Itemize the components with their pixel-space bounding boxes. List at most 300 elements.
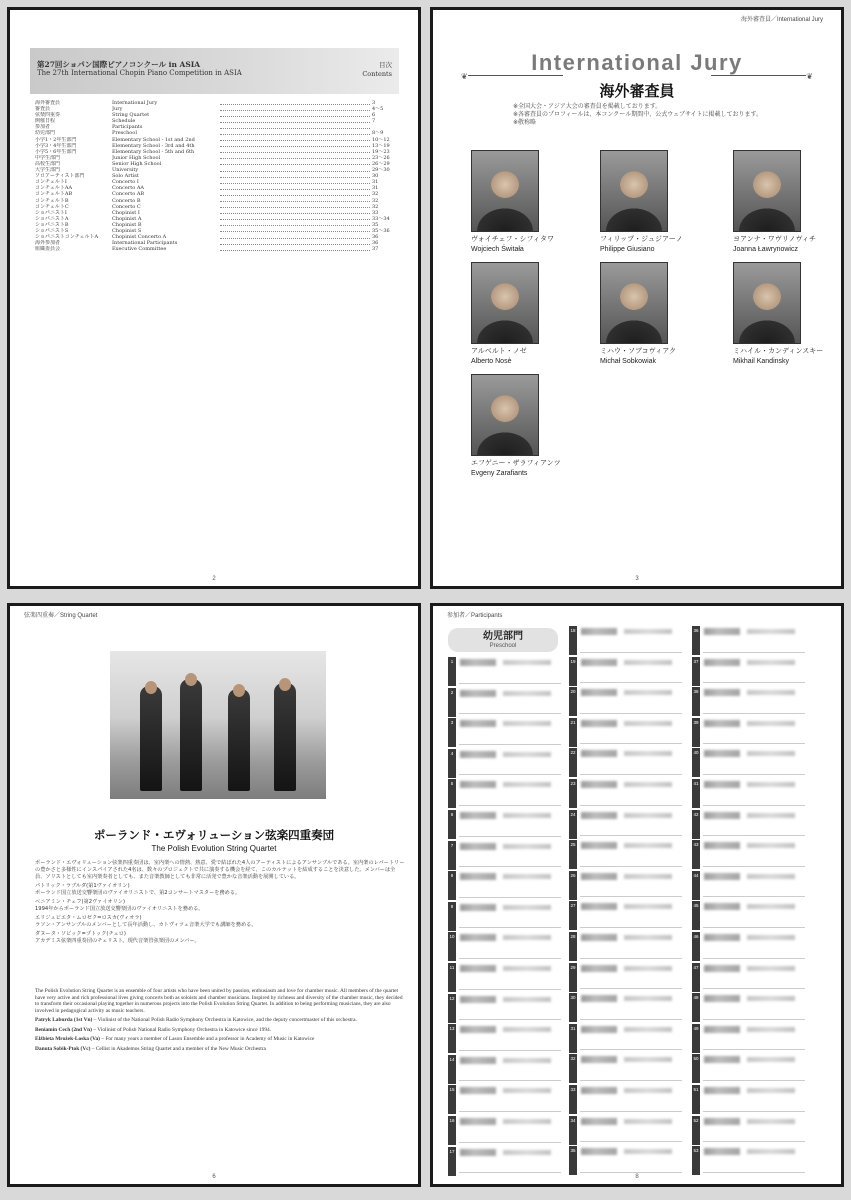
juror-card (600, 262, 720, 365)
participant-number: 51 (692, 1085, 700, 1114)
row-divider (703, 774, 805, 775)
juror-photo (733, 150, 801, 232)
juror-photo (600, 262, 668, 344)
member-desc: ポーランド国立放送交響楽団のヴァイオリニストで、第2コンサートマスターを務める。 (35, 890, 241, 896)
participant-name-blurred (704, 1087, 740, 1094)
participant-number: 20 (569, 687, 577, 716)
quartet-title-jp: ポーランド・エヴォリューション弦楽四重奏団 (93, 828, 335, 842)
participant-number: 25 (569, 840, 577, 869)
toc-section-jp: 弦楽四重奏 (35, 112, 61, 119)
toc-page-number: 7 (371, 118, 401, 124)
toc-page-number: 33 (371, 210, 401, 216)
participant-row (448, 1054, 563, 1085)
row-divider (703, 1111, 805, 1112)
toc-page-number: 33～34 (371, 216, 401, 222)
ornament-flourish-icon: ❦ (461, 72, 468, 81)
participant-romaji-blurred (503, 935, 551, 940)
participant-row (569, 900, 684, 931)
row-divider (580, 652, 682, 653)
toc-section-jp: 審査員 (35, 106, 51, 113)
body-paragraph: ポーランド・エヴォリューション弦楽四重奏団は、室内楽への情熱、熱意、愛で結ばれた4人のアーティストによるアンサンブルである。室内楽のレパートリーの豊かさと多様性にインスパイアされた4名は、数々のプロジェクトで共に演奏する機会を経て、このカルテットを結成することを決意した。メンバーは全員、ソリストとしても室内楽奏者としても、また音楽教師としても非常に活発で豊かな音楽活動を展開している。 (35, 860, 405, 880)
participant-row (448, 993, 563, 1024)
participant-romaji-blurred (503, 1150, 551, 1155)
toc-leader-dots (220, 177, 370, 178)
participant-row (692, 962, 807, 993)
participant-name-blurred (581, 1148, 617, 1155)
participant-romaji-blurred (503, 1058, 551, 1063)
participant-row (448, 931, 563, 962)
participant-romaji-blurred (503, 905, 551, 910)
juror-card (471, 374, 591, 477)
participant-name-blurred (704, 659, 740, 666)
member-heading: パトリック・ラブルダ(第1ヴァイオリン) (35, 883, 130, 889)
toc-page-number: 35～36 (371, 228, 401, 234)
participant-row (448, 870, 563, 901)
participant-romaji-blurred (503, 813, 551, 818)
participant-number: 33 (569, 1085, 577, 1114)
running-head: 弦楽四重奏／String Quartet (24, 613, 98, 619)
category-tab (448, 628, 558, 652)
toc-section-jp: コンチェルトB (35, 197, 69, 204)
row-divider (703, 682, 805, 683)
participant-name-blurred (460, 843, 496, 850)
toc-page-number: 23～26 (371, 155, 401, 161)
contents-list (35, 100, 390, 253)
participant-number: 1 (448, 657, 456, 686)
participant-row (692, 1145, 807, 1176)
participant-romaji-blurred (624, 843, 672, 848)
juror-name-en: Mikhail Kandinsky (733, 358, 790, 365)
member-desc-en: – Cellist in Akademos String Quartet and a member of the New Music Orchestra (90, 1045, 266, 1052)
participant-number: 12 (448, 994, 456, 1023)
running-head: 海外審査員／International Jury (740, 17, 823, 23)
participant-row (569, 1084, 684, 1115)
participant-romaji-blurred (503, 782, 551, 787)
member-name-en: Beniamin Cech (2nd Vn) (35, 1026, 92, 1033)
jury-notes (513, 103, 762, 127)
row-divider (459, 744, 561, 745)
juror-name-jp: ヴォイチェフ・シフィタワ (471, 235, 554, 243)
participant-row (448, 1115, 563, 1146)
toc-page-number: 10～12 (371, 137, 401, 143)
musician-head (145, 681, 157, 694)
participant-row (448, 1084, 563, 1115)
row-divider (459, 805, 561, 806)
member-desc-en: – Violinist of the National Polish Radio Symphony Orchestra in Katowice, and the deputy concertmaster of this orchestra. (92, 1017, 357, 1023)
row-divider (703, 927, 805, 928)
member-en (35, 1036, 405, 1043)
participant-name-blurred (704, 1118, 740, 1125)
participant-name-blurred (460, 1149, 496, 1156)
participant-number: 10 (448, 932, 456, 961)
toc-section-jp: ショパニストコンチェルトA (35, 234, 99, 241)
toc-section-en: International Participants (112, 240, 178, 247)
participant-name-blurred (704, 934, 740, 941)
competition-title-en: The 27th International Chopin Piano Competition in ASIA (37, 69, 242, 77)
participant-romaji-blurred (503, 660, 551, 665)
participant-romaji-blurred (624, 996, 672, 1001)
contents-label-en: Contents (362, 70, 392, 78)
toc-row (35, 246, 379, 253)
row-divider (580, 988, 682, 989)
participant-number: 8 (448, 871, 456, 900)
participant-romaji-blurred (624, 966, 672, 971)
participant-name-blurred (460, 904, 496, 911)
toc-section-en: String Quartet (112, 112, 150, 119)
participant-number: 32 (569, 1054, 577, 1083)
participant-number: 9 (448, 902, 456, 931)
toc-section-en: Chopinist B (112, 221, 142, 228)
juror-name-en: Evgeny Zarafiants (471, 470, 528, 477)
member-desc-en: – Violinist of Polish National Radio Symphony Orchestra in Katowice since 1994. (91, 1026, 272, 1033)
participant-name-blurred (581, 628, 617, 635)
participant-romaji-blurred (503, 997, 551, 1002)
toc-leader-dots (220, 146, 370, 147)
toc-section-en: Chopinist Concerto A (112, 234, 167, 241)
participant-name-blurred (460, 934, 496, 941)
participant-row (692, 717, 807, 748)
row-divider (703, 958, 805, 959)
toc-leader-dots (220, 140, 370, 141)
toc-page-number: 32 (371, 198, 401, 204)
participant-name-blurred (581, 965, 617, 972)
participant-row (692, 809, 807, 840)
toc-section-en: Chopinist A (112, 215, 142, 222)
juror-card (471, 150, 591, 253)
category-title-en: Preschool (489, 643, 517, 649)
participant-row (569, 1145, 684, 1176)
row-divider (580, 835, 682, 836)
musician-head (185, 673, 197, 686)
participant-number: 41 (692, 779, 700, 808)
toc-page-number: 32 (371, 204, 401, 210)
toc-section-en: Solo Artist (112, 173, 139, 180)
ornament-flourish-icon: ❦ (806, 72, 813, 81)
participant-number: 37 (692, 657, 700, 686)
participant-romaji-blurred (503, 874, 551, 879)
participant-romaji-blurred (503, 1027, 551, 1032)
participant-row (569, 1115, 684, 1146)
participant-name-blurred (581, 903, 617, 910)
participant-romaji-blurred (747, 690, 795, 695)
participant-name-blurred (581, 873, 617, 880)
juror-name-jp: アルベルト・ノゼ (471, 347, 527, 355)
toc-section-jp: コンチェルトC (35, 203, 69, 210)
participant-name-blurred (460, 1087, 496, 1094)
toc-section-en: Chopinist I (112, 209, 140, 216)
page-number: 3 (635, 576, 639, 582)
row-divider (459, 1080, 561, 1081)
participant-row (692, 870, 807, 901)
toc-page-number: 32 (371, 191, 401, 197)
participant-number: 2 (448, 688, 456, 717)
row-divider (580, 1019, 682, 1020)
toc-section-jp: ショパニストS (35, 227, 69, 234)
participant-number: 3 (448, 718, 456, 747)
participant-row (569, 747, 684, 778)
toc-leader-dots (220, 213, 370, 214)
participant-row (569, 962, 684, 993)
jury-note: ※全国大会・アジア大会の審査員を掲載しております。 (513, 103, 662, 110)
participant-number: 30 (569, 993, 577, 1022)
row-divider (703, 652, 805, 653)
participant-romaji-blurred (624, 1119, 672, 1124)
toc-section-jp: 小学3・4年生部門 (35, 142, 77, 149)
toc-section-en: Executive Committee (112, 246, 167, 253)
participant-row (692, 625, 807, 656)
participant-romaji-blurred (503, 721, 551, 726)
juror-card (600, 150, 720, 253)
member-name-en: Patryk Laburda (1st Vn) (35, 1017, 93, 1023)
toc-section-en: Elementary School - 5th and 6th (112, 148, 195, 155)
participant-name-blurred (460, 1118, 496, 1125)
participant-romaji-blurred (624, 629, 672, 634)
participant-number: 48 (692, 993, 700, 1022)
participant-romaji-blurred (747, 629, 795, 634)
quartet-title-en: The Polish Evolution String Quartet (151, 844, 277, 853)
row-divider (703, 713, 805, 714)
participant-row (448, 748, 563, 779)
participant-row (569, 717, 684, 748)
participant-row (448, 687, 563, 718)
musician-figure (228, 689, 250, 791)
participant-name-blurred (460, 781, 496, 788)
musician-figure (180, 679, 202, 791)
toc-section-en: Concerto B (112, 197, 141, 204)
participant-number: 26 (569, 871, 577, 900)
participant-row (692, 686, 807, 717)
page-number: 8 (635, 1174, 639, 1180)
participant-romaji-blurred (624, 1027, 672, 1032)
participant-romaji-blurred (624, 721, 672, 726)
participant-row (569, 686, 684, 717)
participant-name-blurred (460, 812, 496, 819)
toc-leader-dots (220, 244, 370, 245)
participant-row (692, 778, 807, 809)
contents-label (362, 61, 392, 79)
participant-romaji-blurred (503, 966, 551, 971)
musician-figure (140, 686, 162, 791)
participant-number: 27 (569, 901, 577, 930)
toc-section-jp: 中学生部門 (35, 154, 61, 161)
participant-row (692, 839, 807, 870)
participant-name-blurred (460, 965, 496, 972)
row-divider (580, 1111, 682, 1112)
member-en (35, 1046, 405, 1053)
participant-romaji-blurred (624, 935, 672, 940)
row-divider (459, 989, 561, 990)
juror-name-en: Philippe Giusiano (600, 246, 655, 253)
member-en (35, 1027, 405, 1034)
toc-section-jp: 高校生部門 (35, 160, 61, 167)
toc-leader-dots (220, 128, 370, 129)
participant-name-blurred (704, 720, 740, 727)
participant-romaji-blurred (747, 874, 795, 879)
participant-number: 4 (448, 749, 456, 778)
participant-name-blurred (704, 965, 740, 972)
juror-name-jp: ミハイル・カンディンスキー (733, 347, 824, 355)
participant-romaji-blurred (624, 660, 672, 665)
participant-number: 45 (692, 901, 700, 930)
juror-card (733, 262, 844, 365)
toc-page-number: 36 (371, 234, 401, 240)
row-divider (459, 1050, 561, 1051)
row-divider (703, 1049, 805, 1050)
toc-page-number: 19～23 (371, 149, 401, 155)
toc-leader-dots (220, 152, 370, 153)
juror-name-en: Alberto Nosè (471, 358, 512, 365)
participant-name-blurred (460, 720, 496, 727)
toc-section-jp: 海外参加者 (35, 240, 61, 247)
participant-romaji-blurred (747, 751, 795, 756)
musician-figure (274, 683, 296, 791)
juror-photo (471, 150, 539, 232)
row-divider (459, 836, 561, 837)
row-divider (459, 866, 561, 867)
toc-section-en: Schedule (112, 118, 136, 125)
quartet-body-jp (35, 860, 405, 947)
toc-section-jp: ショパニストI (35, 209, 67, 216)
toc-section-jp: 海外審査員 (35, 100, 61, 106)
participant-number: 19 (569, 657, 577, 686)
participant-name-blurred (581, 720, 617, 727)
toc-section-en: Elementary School - 1st and 2nd (112, 136, 195, 143)
toc-leader-dots (220, 207, 370, 208)
participant-row (692, 747, 807, 778)
toc-section-en: Participants (112, 124, 143, 131)
participant-number: 6 (448, 810, 456, 839)
juror-name-jp: フィリップ・ジュジアーノ (600, 235, 683, 243)
participant-romaji-blurred (747, 996, 795, 1001)
participant-romaji-blurred (747, 1088, 795, 1093)
page-participants (430, 603, 844, 1187)
toc-leader-dots (220, 171, 370, 172)
participant-number: 42 (692, 810, 700, 839)
participant-romaji-blurred (747, 904, 795, 909)
participant-name-blurred (704, 750, 740, 757)
toc-section-en: University (112, 167, 139, 174)
participant-romaji-blurred (747, 1149, 795, 1154)
participant-name-blurred (581, 812, 617, 819)
participant-name-blurred (581, 750, 617, 757)
member-name-en: Danuta Sobik-Ptok (Vc) (35, 1045, 91, 1052)
participant-number: 23 (569, 779, 577, 808)
toc-section-jp: 組織委員会 (35, 246, 61, 253)
toc-page-number: 6 (371, 112, 401, 118)
page-string-quartet (7, 603, 421, 1187)
toc-page-number: 31 (371, 179, 401, 185)
toc-section-en: Concerto I (112, 179, 139, 186)
row-divider (580, 805, 682, 806)
participant-romaji-blurred (624, 751, 672, 756)
participant-romaji-blurred (624, 813, 672, 818)
participant-row (448, 1023, 563, 1054)
toc-page-number: 29～30 (371, 167, 401, 173)
participant-name-blurred (581, 1087, 617, 1094)
toc-leader-dots (220, 116, 370, 117)
participant-romaji-blurred (503, 752, 551, 757)
participant-number: 18 (569, 626, 577, 655)
row-divider (580, 1049, 682, 1050)
musician-head (279, 678, 291, 691)
juror-name-en: Michał Sobkowiak (600, 358, 657, 365)
row-divider (580, 927, 682, 928)
participant-name-blurred (704, 812, 740, 819)
member-heading: ダヌータ・ソビック=プトック(チェロ) (35, 931, 126, 937)
participant-romaji-blurred (503, 1119, 551, 1124)
participant-row (569, 809, 684, 840)
row-divider (459, 713, 561, 714)
participant-name-blurred (704, 873, 740, 880)
row-divider (459, 958, 561, 959)
participant-number: 44 (692, 871, 700, 900)
row-divider (703, 896, 805, 897)
row-divider (703, 743, 805, 744)
participant-name-blurred (704, 903, 740, 910)
participant-name-blurred (704, 628, 740, 635)
participant-column (569, 625, 684, 1176)
participant-romaji-blurred (747, 721, 795, 726)
row-divider (703, 866, 805, 867)
page-number: 2 (212, 576, 216, 582)
participant-name-blurred (460, 751, 496, 758)
participant-number: 35 (569, 1146, 577, 1175)
participant-name-blurred (460, 690, 496, 697)
toc-section-en: Jury (112, 106, 123, 113)
participant-romaji-blurred (624, 690, 672, 695)
toc-section-en: Senior High School (112, 160, 162, 167)
juror-name-jp: ヨアンナ・ワヴリノヴィチ (733, 235, 817, 243)
participant-number: 47 (692, 963, 700, 992)
member-heading: エリジュビエタ・ムロゼク=ロスカ(ヴィオラ) (35, 915, 142, 921)
participant-number: 52 (692, 1116, 700, 1145)
participant-name-blurred (581, 659, 617, 666)
contents-label-jp: 目次 (379, 61, 392, 69)
participant-number: 17 (448, 1147, 456, 1176)
participant-number: 5 (448, 779, 456, 808)
ornament-rule-right (711, 75, 806, 76)
participant-romaji-blurred (747, 843, 795, 848)
toc-page-number: 4～5 (371, 106, 401, 112)
toc-page-number: 36 (371, 240, 401, 246)
participant-number: 11 (448, 963, 456, 992)
juror-name-en: Wojciech Świtała (471, 246, 524, 253)
toc-section-en: Elementary School - 3rd and 4th (112, 142, 195, 149)
row-divider (580, 1080, 682, 1081)
participant-row (692, 1053, 807, 1084)
participant-number: 46 (692, 932, 700, 961)
participant-row (692, 1023, 807, 1054)
participant-number: 36 (692, 626, 700, 655)
participant-row (692, 992, 807, 1023)
participant-number: 15 (448, 1085, 456, 1114)
row-divider (580, 774, 682, 775)
juror-name-jp: ミハウ・ソブコヴィアク (600, 347, 677, 355)
member-name-en: Elżbieta Mrożek-Loska (Va) (35, 1036, 100, 1042)
participant-romaji-blurred (503, 691, 551, 696)
row-divider (459, 927, 561, 928)
participant-romaji-blurred (747, 935, 795, 940)
participant-row (448, 962, 563, 993)
toc-leader-dots (220, 189, 370, 190)
participant-name-blurred (460, 1026, 496, 1033)
participant-number: 53 (692, 1146, 700, 1175)
participant-number: 50 (692, 1054, 700, 1083)
participant-row (569, 778, 684, 809)
participant-row (692, 931, 807, 962)
jury-title-en: International Jury (531, 50, 743, 75)
participant-name-blurred (704, 1148, 740, 1155)
